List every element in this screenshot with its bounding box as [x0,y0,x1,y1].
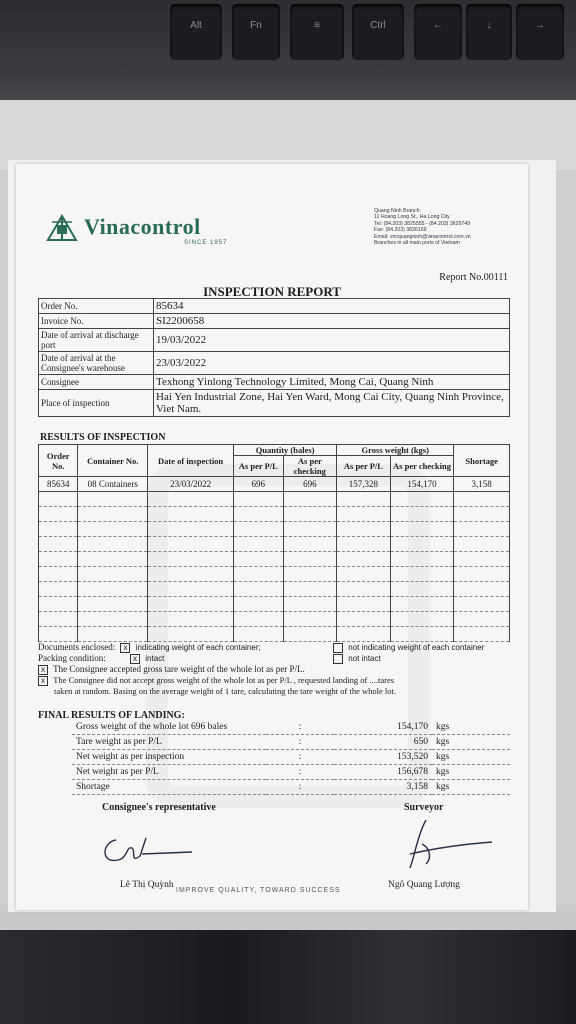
table-row: Tare weight as per P/L : 650 kgs [72,735,510,750]
packing-not-intact: not intact [348,654,381,663]
col-date: Date of inspection [148,445,234,477]
fn-key: Fn [232,4,280,60]
table-row: 85634 08 Containers 23/03/2022 696 696 157,328 154,170 3,158 [39,477,510,492]
consignee-not-accepted-text: The Consignee did not accept gross weight of the whole lot as per P/L , requested landing of ....tares [53,675,395,685]
report-number: Report No.00111 [439,272,508,283]
table-row-empty [39,537,510,552]
info-value: 23/03/2022 [154,352,510,375]
results-table [38,444,510,642]
page-title: INSPECTION REPORT [203,284,341,299]
surveyor-signature [396,814,506,874]
alt-key: Alt [170,4,222,60]
inspection-report-page [16,164,528,910]
consignee-accepted-text: The Consignee accepted gross tare weight of the whole lot as per P/L. [53,664,305,674]
order-info-table [38,298,510,417]
company-since: SINCE 1957 [184,240,228,246]
consignee-signature [96,828,216,872]
final-results-heading: FINAL RESULTS OF LANDING: [38,710,185,721]
checkbox-empty-icon [333,643,343,653]
col-gross-pl: As per P/L [337,456,391,477]
col-order-no: Order No. [39,445,78,477]
info-value: SI2200658 [154,314,510,329]
info-row [39,375,510,390]
documents-section [38,642,518,697]
checkbox-checked-icon: x [130,654,140,664]
info-label: Invoice No. [39,314,154,329]
table-row-empty [39,552,510,567]
checkbox-empty-icon [333,654,343,664]
company-name: Vinacontrol [84,214,201,239]
col-container-no: Container No. [78,445,148,477]
info-row [39,299,510,314]
results-heading: RESULTS OF INSPECTION [40,432,166,443]
info-label: Order No. [39,299,154,314]
ctrl-key: Ctrl [352,4,404,60]
info-row [39,314,510,329]
table-row-empty [39,582,510,597]
col-gross-weight: Gross weight (kgs) [337,445,454,456]
packing-intact: intact [145,654,165,663]
info-value: Texhong Yinlong Technology Limited, Mong Cai, Quang Ninh [154,375,510,390]
col-shortage: Shortage [454,445,510,477]
consignee-representative-label: Consignee's representative [102,802,216,813]
info-label: Date of arrival at the Consignee's warehouse [39,352,154,375]
scales-icon [44,212,80,242]
dark-object [0,930,576,1024]
table-row-empty [39,627,510,642]
table-row: Net weight as per inspection : 153,520 kgs [72,750,510,765]
packing-label: Packing condition: [38,653,106,663]
col-gross-check: As per checking [390,456,454,477]
left-arrow-key: ← [414,4,462,60]
documents-label: Documents enclosed: [38,642,116,652]
col-quantity: Quantity (bales) [234,445,337,456]
consignee-not-accepted-text-2: taken at random. Basing on the average weight of 1 tare, calculating the tare weight of the whole lot. [54,686,397,696]
table-row-empty [39,612,510,627]
table-row: Shortage : 3,158 kgs [72,780,510,795]
documents-option-1: indicating weight of each container; [135,643,261,652]
consignee-name: Lê Thị Quỳnh [120,880,174,890]
checkbox-checked-icon: x [38,665,48,675]
documents-option-2: not indicating weight of each container [348,643,485,652]
vinacontrol-logo [44,212,234,248]
info-label: Date of arrival at discharge port [39,329,154,352]
checkbox-checked-icon: x [38,676,48,686]
info-value: Hai Yen Industrial Zone, Hai Yen Ward, Mong Cai City, Quang Ninh Province, Viet Nam. [154,390,510,417]
info-row [39,329,510,352]
menu-key: ≡ [290,4,344,60]
table-row: Net weight as per P/L : 156,678 kgs [72,765,510,780]
table-row-empty [39,492,510,507]
branch-address: Quang Ninh Branch: 11 Hoang Long St., Ha Long City Tel: (84.203) 3825555 - (84.203) 3629749 Fax: (84.203) 3826169 Email: vncquangninh@vinacontrol.com.vn Branches in all main ports of Vietnam [374,208,471,247]
surveyor-name: Ngô Quang Lượng [388,880,460,890]
info-label: Consignee [39,375,154,390]
keyboard [0,0,576,108]
info-value: 85634 [154,299,510,314]
down-arrow-key: ↓ [466,4,512,60]
table-row: Gross weight of the whole lot 696 bales : 154,170 kgs [72,720,510,735]
surveyor-label: Surveyor [404,802,444,813]
table-row-empty [39,597,510,612]
info-label: Place of inspection [39,390,154,417]
final-results-table [72,720,510,795]
right-arrow-key: → [516,4,564,60]
table-row-empty [39,507,510,522]
info-row [39,390,510,417]
info-row [39,352,510,375]
table-row-empty [39,567,510,582]
company-slogan: IMPROVE QUALITY, TOWARD SUCCESS [176,887,341,894]
col-qty-pl: As per P/L [234,456,284,477]
col-qty-check: As per checking [283,456,337,477]
checkbox-checked-icon: x [120,643,130,653]
table-row-empty [39,522,510,537]
info-value: 19/03/2022 [154,329,510,352]
